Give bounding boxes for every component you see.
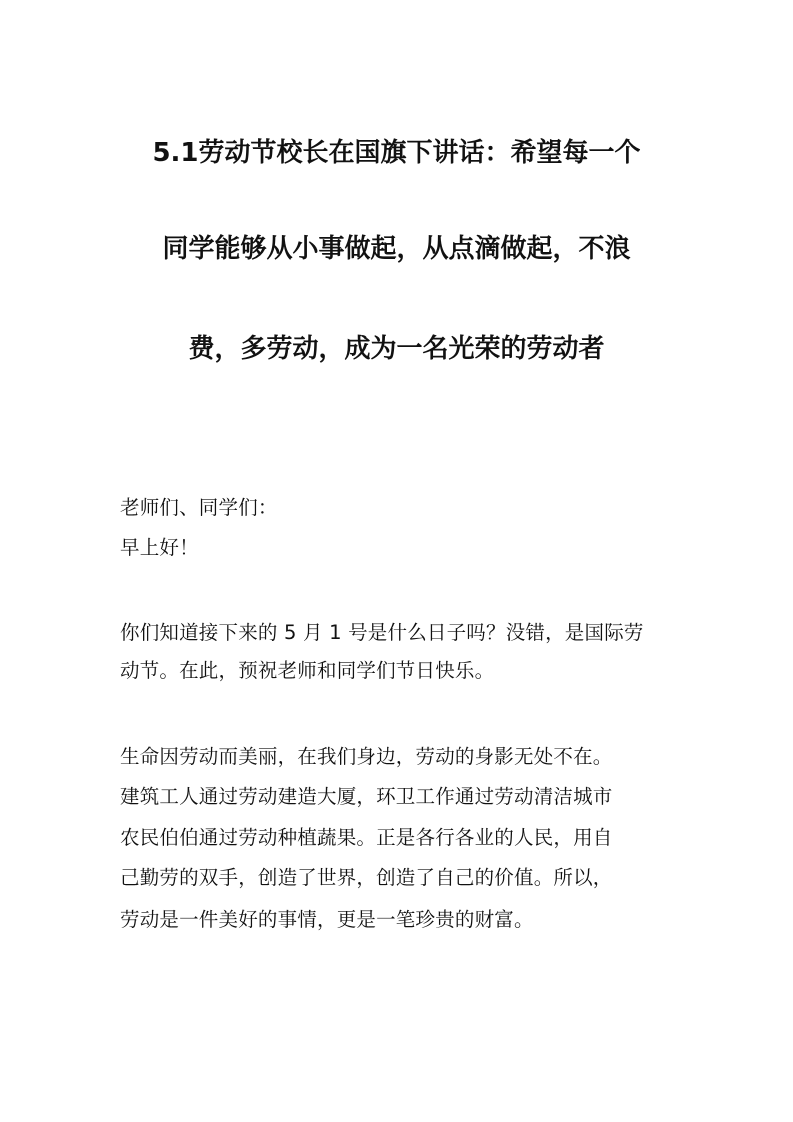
salutation: 老师们、同学们：: [120, 496, 278, 519]
paragraph-2-line-4: 己勤劳的双手，创造了世界，创造了自己的价值。所以，: [120, 866, 613, 889]
title-line-2: 同学能够从小事做起，从点滴做起，不浪: [162, 234, 631, 264]
paragraph-2-line-1: 生命因劳动而美丽，在我们身边，劳动的身影无处不在。: [120, 745, 613, 768]
paragraph-2-line-5: 劳动是一件美好的事情，更是一笔珍贵的财富。: [120, 908, 534, 931]
paragraph-2-line-3: 农民伯伯通过劳动种植蔬果。正是各行各业的人民，用自: [120, 826, 613, 849]
title-line-3: 费，多劳动，成为一名光荣的劳动者: [188, 334, 605, 364]
paragraph-1-line-2: 动节。在此，预祝老师和同学们节日快乐。: [120, 659, 495, 682]
paragraph-1-line-1: 你们知道接下来的 5 月 1 号是什么日子吗？没错，是国际劳: [120, 621, 644, 644]
title-line-1: 5.1劳动节校长在国旗下讲话：希望每一个: [152, 138, 641, 168]
paragraph-2-line-2: 建筑工人通过劳动建造大厦，环卫工作通过劳动清洁城市: [120, 785, 613, 808]
greeting: 早上好！: [120, 536, 199, 559]
